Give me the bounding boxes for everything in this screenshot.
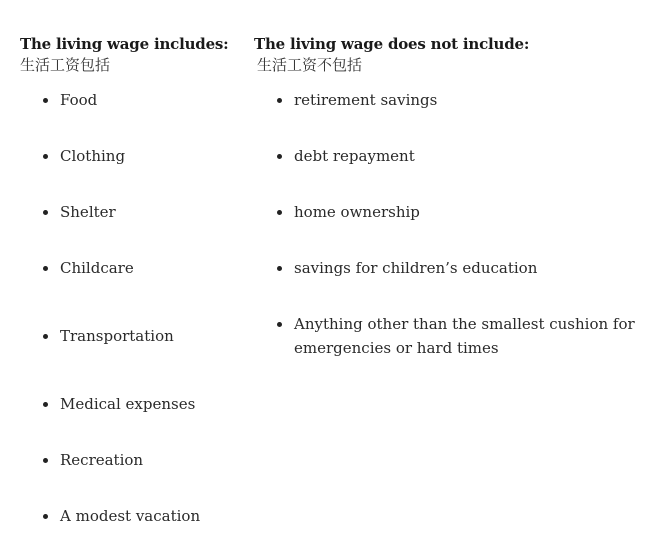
includes-heading-chinese: 生活工资包括 — [20, 56, 111, 74]
bullet-icon — [43, 458, 48, 463]
list-item-text: Recreation — [60, 451, 144, 469]
bullet-icon — [43, 154, 48, 159]
list-item — [294, 312, 639, 360]
list-item — [60, 448, 143, 472]
bullet-icon — [43, 266, 48, 271]
list-item-text: debt repayment — [294, 147, 415, 165]
list-item-text: savings for children’s education — [294, 259, 538, 277]
bullet-icon — [277, 266, 282, 271]
bullet-icon — [277, 98, 282, 103]
bullet-icon — [277, 210, 282, 215]
includes-column — [20, 34, 246, 525]
bullet-icon — [43, 98, 48, 103]
bullet-icon — [43, 514, 48, 519]
list-item — [60, 256, 134, 280]
includes-heading: The living wage includes: — [20, 35, 229, 53]
list-item — [294, 200, 639, 224]
list-item — [60, 144, 125, 168]
list-item-text: Medical expenses — [60, 395, 196, 413]
list-item-text: retirement savings — [294, 91, 438, 109]
list-item-text: home ownership — [294, 203, 420, 221]
bullet-icon — [43, 402, 48, 407]
list-item-text: Clothing — [60, 147, 126, 165]
bullet-icon — [43, 210, 48, 215]
list-item — [60, 324, 174, 348]
list-item-text: Childcare — [60, 259, 134, 277]
list-item — [294, 144, 639, 168]
list-item-text: A modest vacation — [60, 507, 201, 525]
list-item-text: Transportation — [60, 327, 174, 345]
bullet-icon — [277, 154, 282, 159]
list-item — [60, 88, 97, 112]
list-item-text: Anything other than the smallest cushion for emergencies or hard times — [294, 315, 635, 357]
excludes-column — [254, 34, 639, 357]
list-item — [60, 200, 116, 224]
excludes-heading: The living wage does not include: — [254, 35, 530, 53]
list-item — [60, 392, 195, 416]
excludes-heading-chinese: 生活工资不包括 — [257, 56, 363, 74]
list-item — [60, 504, 200, 528]
bullet-icon — [277, 322, 282, 327]
list-item-text: Food — [60, 91, 98, 109]
bullet-icon — [43, 334, 48, 339]
list-item — [294, 88, 639, 112]
list-item — [294, 256, 639, 280]
list-item-text: Shelter — [60, 203, 116, 221]
